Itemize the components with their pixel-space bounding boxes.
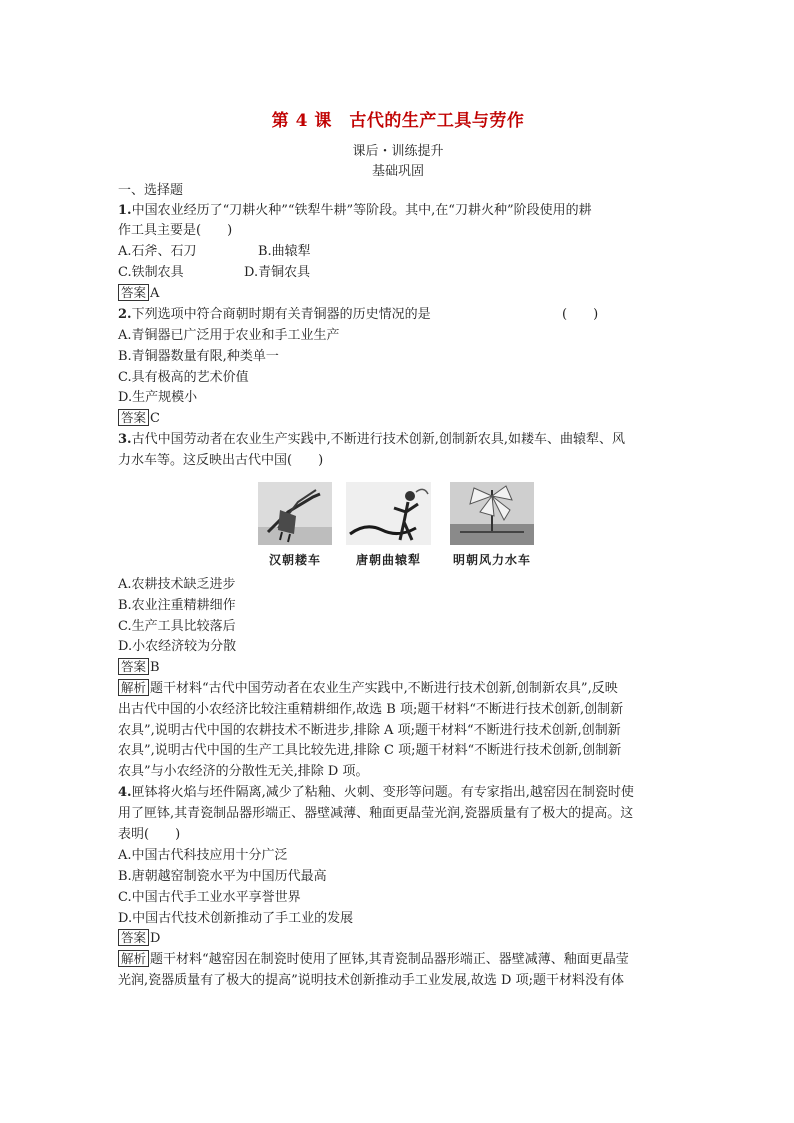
q3-number: 3.: [118, 432, 132, 447]
q1-answer: [118, 284, 159, 304]
q2-option-d: D.生产规模小: [118, 390, 198, 405]
answer-tag: 答案: [118, 284, 149, 301]
han-seed-drill-image: [258, 482, 332, 545]
q2-text-1: 下列选项中符合商朝时期有关青铜器的历史情况的是: [131, 307, 431, 322]
q1-text-2: 作工具主要是( ): [118, 223, 233, 238]
q3-analysis-2: 出古代中国的小农经济比较注重精耕细作,故选 B 项;题干材料“不断进行技术创新,创制新: [118, 702, 624, 717]
q4-text-2: 用了匣钵,其青瓷制品器形端正、器壁减薄、釉面更晶莹光润,瓷器质量有了极大的提高。这: [118, 806, 634, 821]
caption-ming: 明朝风力水车: [452, 553, 531, 567]
answer-tag: 答案: [118, 658, 149, 675]
q1-text-1: 中国农业经历了“刀耕火种”“铁犁牛耕”等阶段。其中,在“刀耕火种”阶段使用的耕: [131, 203, 592, 218]
q1-option-c: C.铁制农具: [118, 265, 184, 280]
q4-analysis-2: 光润,瓷器质量有了极大的提高”说明技术创新推动手工业发展,故选 D 项;题干材料没有体: [118, 973, 624, 988]
analysis-text: 题干材料“古代中国劳动者在农业生产实践中,不断进行技术创新,创制新农具”,反映: [150, 681, 618, 696]
q4-text-1: 匣钵将火焰与坯件隔离,减少了粘釉、火刺、变形等问题。有专家指出,越窑因在制瓷时使: [131, 785, 634, 800]
q2-number: 2.: [118, 307, 132, 322]
q4-option-d: D.中国古代技术创新推动了手工业的发展: [118, 911, 354, 926]
analysis-tag: 解析: [118, 950, 149, 967]
q1-stem: [118, 201, 592, 221]
q1-number: 1.: [118, 203, 132, 218]
q4-analysis-1: [118, 950, 629, 970]
q2-answer: [118, 409, 160, 429]
q3-text-1: 古代中国劳动者在农业生产实践中,不断进行技术创新,创制新农具,如耧车、曲辕犁、风: [131, 432, 625, 447]
q1-options-row1: [118, 242, 311, 262]
q2-option-c: C.具有极高的艺术价值: [118, 370, 249, 385]
q3-option-d: D.小农经济较为分散: [118, 639, 237, 654]
q4-stem: [118, 783, 634, 803]
q3-answer-value: B: [150, 660, 160, 675]
q1-option-a: A.石斧、石刀: [118, 244, 197, 259]
q2-option-a: A.青铜器已广泛用于农业和手工业生产: [118, 328, 340, 343]
q2-answer-value: C: [150, 411, 160, 426]
caption-han: 汉朝耧车: [268, 553, 321, 567]
analysis-tag: 解析: [118, 679, 149, 696]
q4-number: 4.: [118, 785, 132, 800]
q1-option-d: D.青铜农具: [244, 265, 311, 280]
answer-tag: 答案: [118, 409, 149, 426]
subtitle: 课后・训练提升: [352, 144, 444, 159]
ming-windmill-image: [450, 482, 534, 545]
caption-tang: 唐朝曲辕犁: [355, 553, 421, 567]
q3-analysis-1: [118, 679, 618, 699]
q1-answer-value: A: [150, 286, 160, 301]
analysis-text: 题干材料“越窑因在制瓷时使用了匣钵,其青瓷制品器形端正、器壁减薄、釉面更晶莹: [150, 952, 629, 967]
q2-stem: [118, 305, 599, 325]
q1-options-row2: [118, 263, 311, 283]
q3-analysis-4: 农具”,说明古代中国的生产工具比较先进,排除 C 项;题干材料“不断进行技术创新,创制新: [118, 743, 622, 758]
q4-answer-value: D: [150, 931, 161, 946]
tang-curved-plow-image: [346, 482, 431, 545]
section-heading: 一、选择题: [118, 183, 184, 198]
q3-option-a: A.农耕技术缺乏进步: [118, 577, 236, 592]
q3-analysis-3: 农具”,说明古代中国的农耕技术不断进步,排除 A 项;题干材料“不断进行技术创新,创制新: [118, 723, 621, 738]
q4-text-3: 表明( ): [118, 827, 181, 842]
q4-answer: [118, 929, 160, 949]
q2-paren: ( ): [562, 307, 599, 322]
q3-stem: [118, 430, 625, 450]
answer-tag: 答案: [118, 929, 149, 946]
q3-option-b: B.农业注重精耕细作: [118, 598, 236, 613]
q4-option-b: B.唐朝越窑制瓷水平为中国历代最高: [118, 869, 327, 884]
q1-option-b: B.曲辕犁: [258, 244, 311, 259]
q3-option-c: C.生产工具比较落后: [118, 619, 236, 634]
q3-analysis-5: 农具”与小农经济的分散性无关,排除 D 项。: [118, 764, 369, 779]
subtitle-basic: 基础巩固: [371, 164, 424, 179]
q3-text-2: 力水车等。这反映出古代中国( ): [118, 453, 324, 468]
q3-answer: [118, 658, 160, 678]
q4-option-c: C.中国古代手工业水平享誉世界: [118, 890, 301, 905]
q2-option-b: B.青铜器数量有限,种类单一: [118, 349, 279, 364]
q4-option-a: A.中国古代科技应用十分广泛: [118, 848, 288, 863]
lesson-title: 第 4 课 古代的生产工具与劳作: [271, 111, 525, 131]
